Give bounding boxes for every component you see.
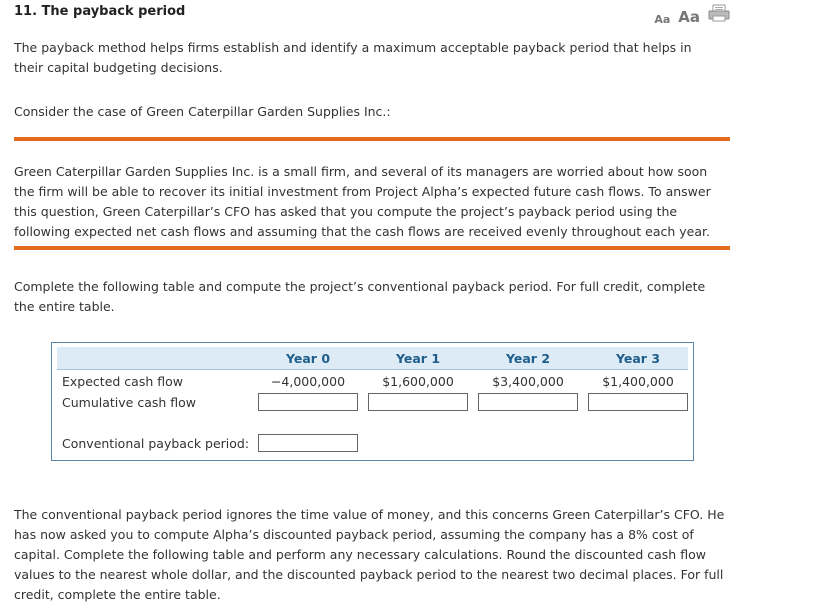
column-header-year-2: Year 2 — [505, 351, 551, 366]
expected-cash-flow-year-0: −4,000,000 — [270, 374, 346, 389]
cumulative-cash-flow-input-year-2[interactable] — [478, 393, 578, 411]
text-size-large-button[interactable]: Aa — [678, 8, 700, 26]
column-header-year-0: Year 0 — [285, 351, 331, 366]
case-paragraph: Green Caterpillar Garden Supplies Inc. is a small firm, and several of its managers are worried about how soon the firm will be able to recover its initial investment from Project Alpha’s expected future cash flows. To answer this question, Green Caterpillar’s CFO has asked that you compute the project’s payback period using the following expected net cash flows and assuming that the cash flows are received evenly throughout each year. — [14, 164, 711, 239]
instructions-paragraph: Complete the following table and compute the project’s conventional payback period. For full credit, complete the entire table. — [14, 279, 706, 314]
payback-period-label: Conventional payback period: — [62, 436, 250, 451]
cumulative-cash-flow-label: Cumulative cash flow — [62, 395, 197, 410]
expected-cash-flow-label: Expected cash flow — [62, 374, 183, 389]
bottom-divider — [14, 246, 730, 250]
question-title: 11. The payback period — [14, 4, 186, 19]
payback-period-input[interactable] — [258, 434, 358, 452]
discounted-paragraph: The conventional payback period ignores the time value of money, and this concerns Green Caterpillar’s CFO. He has now asked you to compute Alpha’s discounted payback period, assuming the company has a 8% cost of capital. Complete the following table and perform any necessary calculations. Round the discounted cash flow values to the nearest whole dollar, and the discounted payback period to the nearest two decimal places. For full credit, complete the entire table. — [14, 507, 725, 602]
text-size-small-button[interactable]: Aa — [654, 13, 671, 26]
expected-cash-flow-year-2: $3,400,000 — [492, 374, 564, 389]
intro-paragraph: The payback method helps firms establish and identify a maximum acceptable payback period that helps in their capital budgeting decisions. — [14, 40, 692, 75]
print-icon[interactable] — [708, 4, 730, 26]
cumulative-cash-flow-input-year-1[interactable] — [368, 393, 468, 411]
cumulative-cash-flow-input-year-0[interactable] — [258, 393, 358, 411]
cumulative-cash-flow-input-year-3[interactable] — [588, 393, 688, 411]
column-header-year-1: Year 1 — [395, 351, 441, 366]
cash-flow-table — [51, 342, 694, 461]
expected-cash-flow-year-1: $1,600,000 — [382, 374, 454, 389]
top-divider — [14, 137, 730, 141]
expected-cash-flow-year-3: $1,400,000 — [602, 374, 674, 389]
text-tools — [654, 4, 730, 26]
column-header-year-3: Year 3 — [615, 351, 661, 366]
consider-paragraph: Consider the case of Green Caterpillar Garden Supplies Inc.: — [14, 104, 391, 119]
